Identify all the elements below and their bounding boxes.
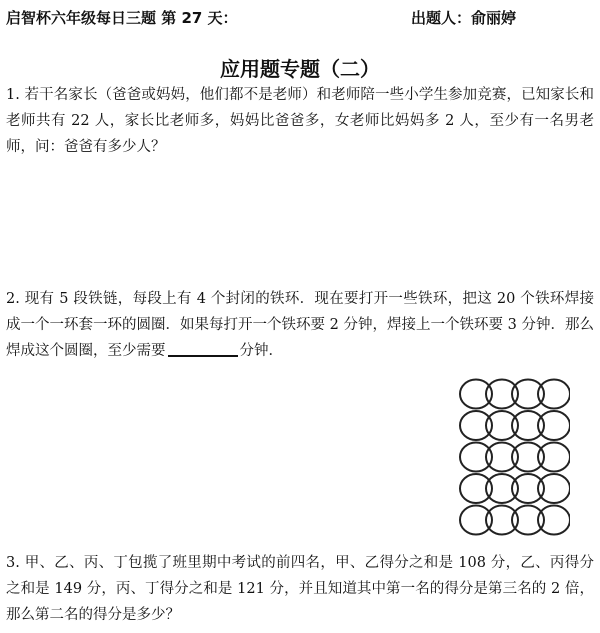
series-day-label: 启智杯六年级每日三题 第 27 天： (6, 9, 238, 27)
chain-ring (538, 443, 570, 472)
chain-ring (512, 411, 544, 440)
chain-ring (460, 506, 492, 535)
answer-blank (168, 339, 238, 357)
chain-ring (486, 443, 518, 472)
chain-ring (538, 474, 570, 503)
problem-3: 3. 甲、乙、丙、丁包揽了班里期中考试的前四名，甲、乙得分之和是 108 分，乙、丙得分之和是 149 分，丙、丁得分之和是 121 分，并且知道其中第一名的得分是第三名的 2 倍，那么第二名的得分是多少？ (6, 555, 594, 623)
chain-ring (486, 474, 518, 503)
chain-ring (486, 411, 518, 440)
chain-ring (486, 380, 518, 409)
chain-ring (538, 506, 570, 535)
chain-rings-figure (458, 378, 570, 538)
chain-ring (512, 474, 544, 503)
problem-2-text: 2. 现有 5 段铁链，每段上有 4 个封闭的铁环．现在要打开一些铁环，把这 20 个铁环焊接成一个一环套一环的圆圈．如果每打开一个铁环要 2 分钟，焊接上一个铁环要 3 分钟．那么焊成这个圆圈，至少需要 (6, 291, 594, 359)
chain-ring (512, 506, 544, 535)
chain-ring (486, 506, 518, 535)
worksheet-header (6, 6, 594, 30)
chain-ring (460, 474, 492, 503)
problem-2-text-end: 分钟． (239, 343, 283, 359)
page-title: 应用题专题（二） (220, 57, 380, 81)
chain-ring (538, 411, 570, 440)
chain-ring (512, 380, 544, 409)
chain-ring (512, 443, 544, 472)
problem-1: 1. 若干名家长（爸爸或妈妈，他们都不是老师）和老师陪一些小学生参加竞赛，已知家长和老师共有 22 人，家长比老师多，妈妈比爸爸多，女老师比妈妈多 2 人，至少有一名男老师，问：爸爸有多少人？ (6, 87, 594, 155)
chain-ring (460, 411, 492, 440)
problem-2 (6, 286, 594, 364)
chain-ring (538, 380, 570, 409)
author-label: 出题人：俞丽婷 (411, 9, 517, 27)
chain-ring (460, 443, 492, 472)
chain-ring (460, 380, 492, 409)
